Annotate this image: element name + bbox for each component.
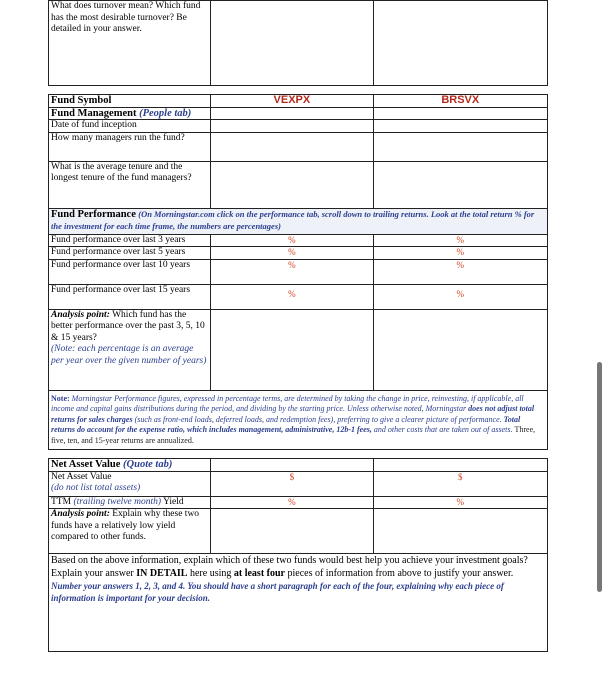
turnover-answer-vexpx[interactable] [211,1,373,86]
perf-10y-brsvx[interactable]: % [373,259,547,284]
inception-vexpx[interactable] [211,120,373,133]
perf-10y-label: Fund performance over last 10 years [49,259,211,284]
perf-analysis-text: Which fund has the better performance over the past 3, 5, 10 & 15 years? [51,309,205,343]
note-part4: Total returns do account for the expense ratio, which includes management, administrative, 12b-1 fees, [51,414,521,434]
perf-5y-label: Fund performance over last 5 years [49,247,211,260]
worksheet [48,0,548,652]
final-at-least-four: at least four [233,567,285,579]
final-instruction: Number your answers 1, 2, 3, and 4. You should have a short paragraph for each of the four, explaining why each piece of information is important for your decision. [51,581,504,603]
morningstar-note [49,390,548,450]
managers-row [49,132,548,161]
perf-analysis-brsvx[interactable] [373,309,547,390]
ttm-vexpx[interactable]: % [211,496,373,509]
ttm-row [49,496,548,509]
perf-analysis-label: Analysis point: [51,309,110,320]
yield-analysis-label: Analysis point: [51,509,110,519]
nav-brsvx[interactable]: $ [373,471,547,496]
final-text2: here using [189,567,232,579]
ttm-label-cell [49,496,211,509]
ttm-note: (trailing twelve month) [73,496,162,507]
management-title: Fund Management [51,107,137,119]
nav-label-cell [49,471,211,496]
management-header-row [49,107,548,120]
quote-tab-hint: (Quote tab) [123,459,173,470]
note-part5: and other costs that are taken out of assets. [373,425,513,434]
inception-brsvx[interactable] [373,120,547,133]
perf-5y-brsvx[interactable]: % [373,247,547,260]
managers-brsvx[interactable] [373,132,547,161]
perf-15y-vexpx[interactable]: % [211,284,373,309]
perf-3y-vexpx[interactable]: % [211,234,373,247]
spacer [49,450,548,459]
fund2-symbol: BRSVX [373,95,547,108]
final-text1: Based on the above information, explain which of these two funds would best help you achieve your investment goals? Explain your answer [51,555,528,579]
nav-vexpx[interactable]: $ [211,471,373,496]
people-tab-hint: (People tab) [139,107,192,119]
nav-header-row [49,459,548,472]
fund-symbol-label: Fund Symbol [49,95,211,108]
note-part3: (such as front-end loads, deferred loads, and redemption fees), preferring to give a clearer picture of performance. [134,414,502,424]
turnover-row [49,1,548,86]
performance-instruction: (On Morningstar.com click on the performance tab, scroll down to trailing returns. Look at the total return % for the investment for each time frame, the numbers are percentages) [51,208,535,231]
nav-note: (do not list total assets) [51,483,141,493]
vertical-scrollbar[interactable] [597,362,602,592]
yield-analysis-vexpx[interactable] [211,509,373,554]
note-part1: Morningstar Performance figures, expressed in percentage terms, are determined by taking the change in price, reinvesting, if applicable, all income and capital gains distributions during the period, and dividing by the starting price. Unless otherwise noted, Morningstar [51,393,524,413]
fund-symbol-row [49,95,548,108]
nav-label: Net Asset Value [51,471,112,482]
yield-analysis-row [49,509,548,554]
fund1-symbol: VEXPX [211,95,373,108]
note-part6: Three, five, ten, and 15-year returns are annualized. [51,425,536,445]
tenure-row [49,161,548,208]
performance-header [49,208,548,234]
perf-analysis-vexpx[interactable] [211,309,373,390]
note-label: Note: [51,393,70,403]
final-question-row [49,554,548,652]
perf-analysis-question [49,309,211,390]
perf-10y-vexpx[interactable]: % [211,259,373,284]
managers-vexpx[interactable] [211,132,373,161]
turnover-question: What does turnover mean? Which fund has the most desirable turnover? Be detailed in your answer. [49,1,211,86]
turnover-answer-brsvx[interactable] [373,1,547,86]
perf-5y-vexpx[interactable]: % [211,247,373,260]
perf-10y-row [49,259,548,284]
final-text3: pieces of information from above to justify your answer. [287,567,514,579]
yield-analysis-brsvx[interactable] [373,509,547,554]
perf-15y-brsvx[interactable]: % [373,284,547,309]
inception-row [49,120,548,133]
perf-15y-row [49,284,548,309]
ttm-prefix: TTM [51,496,72,507]
nav-header [49,459,211,472]
perf-3y-row [49,234,548,247]
tenure-brsvx[interactable] [373,161,547,208]
management-header [49,107,211,120]
perf-analysis-note: (Note: each percentage is an average per year over the given number of years) [51,344,207,366]
tenure-vexpx[interactable] [211,161,373,208]
managers-label: How many managers run the fund? [49,132,211,161]
perf-15y-label: Fund performance over last 15 years [49,284,211,309]
performance-header-row [49,208,548,234]
yield-analysis-text: Explain why these two funds have a relatively low yield compared to other funds. [51,509,200,542]
performance-title: Fund Performance [51,208,136,220]
perf-5y-row [49,247,548,260]
note-row [49,390,548,450]
yield-analysis-question [49,509,211,554]
ttm-brsvx[interactable]: % [373,496,547,509]
perf-3y-label: Fund performance over last 3 years [49,234,211,247]
inception-label: Date of fund inception [49,120,211,133]
ttm-suffix: Yield [163,496,184,507]
note-part2: does not adjust total returns for sales charges [51,404,535,424]
final-in-detail: IN DETAIL [136,567,188,579]
perf-3y-brsvx[interactable]: % [373,234,547,247]
perf-analysis-row [49,309,548,390]
nav-row [49,471,548,496]
fund-comparison-table [48,0,548,652]
final-question[interactable] [49,554,548,652]
nav-title: Net Asset Value [51,459,121,470]
tenure-label: What is the average tenure and the longest tenure of the fund managers? [49,161,211,208]
